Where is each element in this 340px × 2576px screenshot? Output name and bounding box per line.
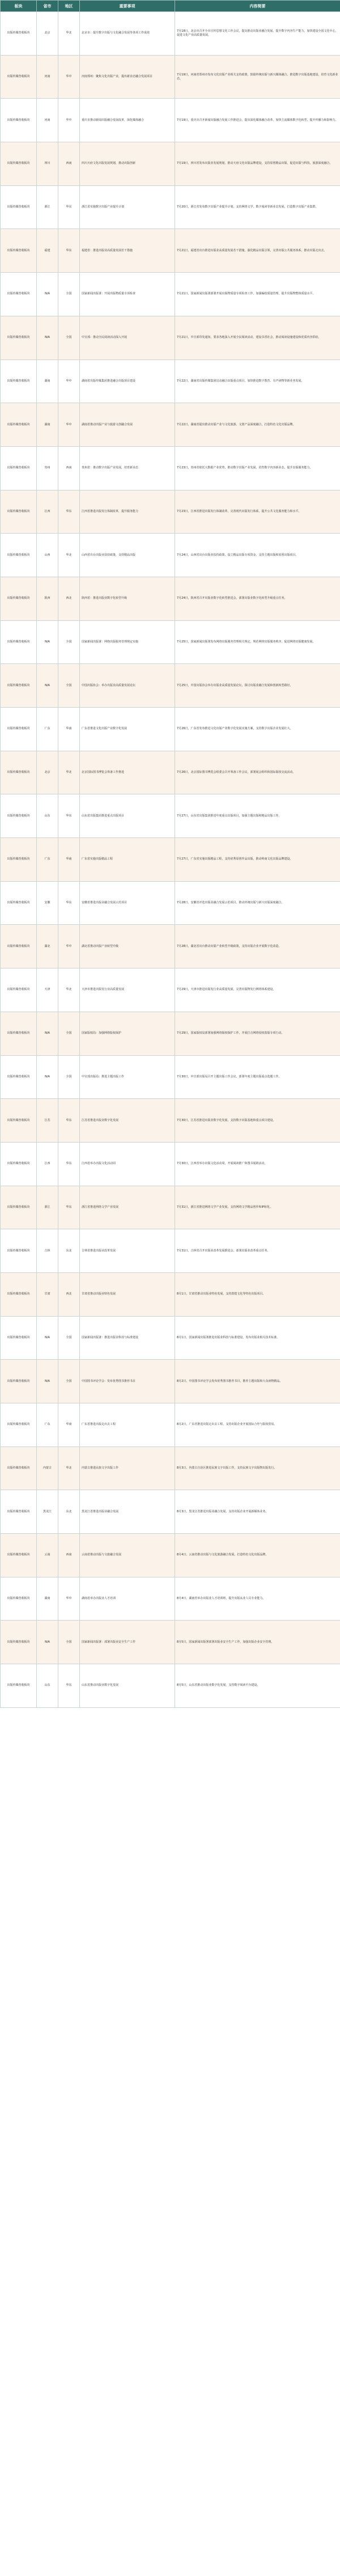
- table-row: [1, 968, 340, 1012]
- cell-detail: 7月28日，湖北省出台推动出版产业转型升级政策，支持出版企业开展数字化改造。: [175, 925, 340, 968]
- cell-detail: 7月21日，中宣部印发通知，要求各地深入开展全民阅读活动，建设书香社会，推动阅读设施建设和优质内容供给。: [175, 316, 340, 359]
- cell-detail: 7月29日，天津市推进出版发行业高质量发展，完善出版物发行网络体系建设。: [175, 968, 340, 1012]
- cell-province: 吉林: [37, 1229, 58, 1273]
- cell-event: 陕西省：推进出版业数字化转型升级: [80, 577, 175, 620]
- table-header: [1, 1, 340, 12]
- cell-province: N/A: [37, 273, 58, 316]
- table-row: [1, 1534, 340, 1577]
- table-row: [1, 1012, 340, 1055]
- cell-category: 出版传媒营收板块: [1, 968, 37, 1012]
- cell-detail: 7月31日，浙江省推进网络文学产业发展，支持网络文学精品创作和IP转化。: [175, 1186, 340, 1229]
- cell-region: 华东: [58, 1099, 80, 1143]
- cell-event: 重庆市推动新闻出版融合发展改革，深化媒体融合: [80, 99, 175, 142]
- cell-event: 江苏省推进出版业数字化发展: [80, 1099, 175, 1143]
- cell-event: 内蒙古推进民族文字出版工作: [80, 1446, 175, 1490]
- cell-detail: 8月2日，中国图书评论学会发布优秀图书推荐书目，推荐主题出版和大众读物精品。: [175, 1360, 340, 1403]
- cell-category: 出版传媒营收板块: [1, 577, 37, 620]
- cell-event: 中国图书评论学会：发布优秀图书推荐书目: [80, 1360, 175, 1403]
- cell-event: 福建省：推进出版业高质量发展若干措施: [80, 229, 175, 273]
- table-row: [1, 316, 340, 359]
- cell-event: 黑龙江省推进出版业融合发展: [80, 1490, 175, 1534]
- cell-province: 湖南: [37, 359, 58, 403]
- cell-province: 浙江: [37, 185, 58, 229]
- cell-category: 出版传媒营收板块: [1, 925, 37, 968]
- cell-province: 湖南: [37, 403, 58, 447]
- table-row: [1, 838, 340, 882]
- cell-event: 湖南省推动出版产业与旅游文创融合发展: [80, 403, 175, 447]
- cell-province: 福建: [37, 229, 58, 273]
- cell-province: 广东: [37, 838, 58, 882]
- cell-detail: 7月30日，中宣部出版局召开主题出版工作会议，部署年度主题出版重点选题工作。: [175, 1055, 340, 1099]
- cell-province: 江苏: [37, 1099, 58, 1143]
- cell-detail: 7月25日，中国出版协会举办出版业高质量发展论坛，探讨出版业融合发展和创新转型路径。: [175, 664, 340, 708]
- cell-category: 出版传媒营收板块: [1, 316, 37, 359]
- cell-category: 出版传媒营收板块: [1, 1664, 37, 1708]
- cell-event: 浙江省实施数字出版产业提升计划: [80, 185, 175, 229]
- header-detail: 内容简要: [175, 1, 340, 12]
- header-category: 板块: [1, 1, 37, 12]
- cell-province: N/A: [37, 1012, 58, 1055]
- cell-province: 湖北: [37, 925, 58, 968]
- cell-region: 西北: [58, 577, 80, 620]
- cell-province: 浙江: [37, 1186, 58, 1229]
- cell-province: 北京: [37, 12, 58, 56]
- cell-region: 华南: [58, 838, 80, 882]
- cell-event: 四川天府文化出版发展规划，推动出版创新: [80, 142, 175, 186]
- cell-detail: 8月3日，内蒙古自治区推进民族文字出版工作，支持民族文字出版物出版发行。: [175, 1446, 340, 1490]
- cell-region: 西北: [58, 1272, 80, 1316]
- table-row: [1, 1272, 340, 1316]
- cell-detail: 7月27日，山东省出版集团推进年度重点出版项目，加强主题出版和精品出版工作。: [175, 794, 340, 838]
- cell-category: 出版传媒营收板块: [1, 403, 37, 447]
- cell-category: 出版传媒营收板块: [1, 1577, 37, 1621]
- cell-province: N/A: [37, 316, 58, 359]
- cell-category: 出版传媒营收板块: [1, 751, 37, 794]
- table-row: [1, 1186, 340, 1229]
- cell-event: 湖北省推动出版产业转型升级: [80, 925, 175, 968]
- cell-region: 华北: [58, 534, 80, 577]
- cell-event: 贵州省：推动数字出版产业发展，培育新业态: [80, 446, 175, 490]
- cell-region: 西南: [58, 446, 80, 490]
- cell-event: 甘肃省推动出版业特色发展: [80, 1272, 175, 1316]
- cell-event: 山西省出台出版业扶持政策，支持精品出版: [80, 534, 175, 577]
- cell-event: 河南郑州：聚焦文化出版产业，提出新业态融合发展项目: [80, 55, 175, 99]
- cell-province: 山东: [37, 1664, 58, 1708]
- table-row: [1, 1142, 340, 1186]
- cell-category: 出版传媒营收板块: [1, 142, 37, 186]
- cell-province: 广东: [37, 1403, 58, 1447]
- cell-category: 出版传媒营收板块: [1, 359, 37, 403]
- table-row: [1, 751, 340, 794]
- cell-category: 出版传媒营收板块: [1, 99, 37, 142]
- cell-event: 江西省推进出版发行体制改革，提升服务能力: [80, 490, 175, 534]
- table-row: [1, 664, 340, 708]
- cell-category: 出版传媒营收板块: [1, 273, 37, 316]
- cell-detail: 7月19日，重庆市召开新闻出版融合发展工作推进会，提出深化媒体融合改革，加快主流媒体数字化转型，提升传播力和影响力。: [175, 99, 340, 142]
- cell-category: 出版传媒营收板块: [1, 1316, 37, 1360]
- cell-province: 湖南: [37, 1577, 58, 1621]
- table-row: [1, 794, 340, 838]
- cell-category: 出版传媒营收板块: [1, 1490, 37, 1534]
- cell-region: 西南: [58, 142, 80, 186]
- header-province: 省市: [37, 1, 58, 12]
- header-event: 重要事项: [80, 1, 175, 12]
- cell-detail: 7月23日，贵州省依托大数据产业优势，推动数字出版产业发展，培育数字内容新业态，提升出版服务能力。: [175, 446, 340, 490]
- cell-event: 云南省推动出版与文旅融合发展: [80, 1534, 175, 1577]
- cell-event: 湖南省出版传媒集团推进融合出版项目建设: [80, 359, 175, 403]
- cell-category: 出版传媒营收板块: [1, 1186, 37, 1229]
- cell-event: 广东省实施出版精品工程: [80, 838, 175, 882]
- table-body: [1, 12, 340, 1708]
- cell-event: 山东省推动出版业数字化发展: [80, 1664, 175, 1708]
- cell-detail: 8月4日，湖南省举办出版业人才培训班，提升出版从业人员专业能力。: [175, 1577, 340, 1621]
- cell-province: 河南: [37, 55, 58, 99]
- cell-detail: 7月30日，江西省举办出版文化活动周，开展阅读推广和图书展销活动。: [175, 1142, 340, 1186]
- cell-region: 东北: [58, 1229, 80, 1273]
- table-row: [1, 620, 340, 664]
- table-row: [1, 925, 340, 968]
- cell-region: 全国: [58, 1621, 80, 1664]
- cell-category: 出版传媒营收板块: [1, 185, 37, 229]
- cell-province: N/A: [37, 1360, 58, 1403]
- cell-event: 北京市：提升数字出版与文化融合发展等各项工作成效: [80, 12, 175, 56]
- cell-region: 华中: [58, 403, 80, 447]
- cell-category: 出版传媒营收板块: [1, 1142, 37, 1186]
- cell-detail: 7月25日，国家新闻出版署发布网络出版服务管理相关规定，规范网络出版服务秩序，促进网络出版健康发展。: [175, 620, 340, 664]
- cell-region: 东北: [58, 1490, 80, 1534]
- cell-province: 内蒙古: [37, 1446, 58, 1490]
- cell-province: 贵州: [37, 446, 58, 490]
- cell-detail: 7月22日，湖南省出版传媒集团启动融合出版重点项目，加快推进数字教育、有声读物等新业务发展。: [175, 359, 340, 403]
- cell-event: 国家新闻出版署：部署出版业安全生产工作: [80, 1621, 175, 1664]
- cell-region: 全国: [58, 1316, 80, 1360]
- cell-province: 云南: [37, 1534, 58, 1577]
- cell-detail: 8月1日，国家新闻出版署推进出版业科技与标准建设，发布出版业相关技术标准。: [175, 1316, 340, 1360]
- table-row: [1, 185, 340, 229]
- table-row: [1, 1055, 340, 1099]
- table-row: [1, 1446, 340, 1490]
- cell-region: 华中: [58, 925, 80, 968]
- table-row: [1, 490, 340, 534]
- cell-province: 江西: [37, 490, 58, 534]
- cell-event: 江西省举办出版文化活动周: [80, 1142, 175, 1186]
- cell-region: 华中: [58, 99, 80, 142]
- cell-category: 出版传媒营收板块: [1, 1403, 37, 1447]
- cell-event: 浙江省推进网络文学产业发展: [80, 1186, 175, 1229]
- cell-detail: 8月2日，广东省推进出版走出去工程，支持出版企业开展国际合作与版权贸易。: [175, 1403, 340, 1447]
- cell-province: N/A: [37, 1055, 58, 1099]
- table-row: [1, 359, 340, 403]
- cell-category: 出版传媒营收板块: [1, 1534, 37, 1577]
- cell-region: 华东: [58, 185, 80, 229]
- cell-region: 全国: [58, 316, 80, 359]
- cell-region: 华东: [58, 1186, 80, 1229]
- cell-category: 出版传媒营收板块: [1, 1055, 37, 1099]
- cell-category: 出版传媒营收板块: [1, 229, 37, 273]
- cell-province: 广东: [37, 708, 58, 751]
- cell-province: N/A: [37, 1621, 58, 1664]
- table-row: [1, 142, 340, 186]
- cell-event: 中宣部出版局：推进主题出版工作: [80, 1055, 175, 1099]
- cell-detail: 7月20日，浙江省发布数字出版产业提升计划，支持网络文学、数字阅读等新业态发展，打造数字出版产业集群。: [175, 185, 340, 229]
- cell-category: 出版传媒营收板块: [1, 490, 37, 534]
- table-row: [1, 403, 340, 447]
- cell-region: 全国: [58, 1360, 80, 1403]
- cell-region: 华东: [58, 229, 80, 273]
- header-region: 地区: [58, 1, 80, 12]
- table-row: [1, 1099, 340, 1143]
- cell-province: 河南: [37, 99, 58, 142]
- cell-detail: 7月18日，北京市召开全市宣传思想文化工作会议，提出推动出版业融合发展、提升数字内容生产能力，加快建设全国文化中心，促进文化产业高质量发展。: [175, 12, 340, 56]
- cell-category: 出版传媒营收板块: [1, 55, 37, 99]
- cell-event: 安徽省推进出版业融合发展示范项目: [80, 881, 175, 925]
- cell-event: 广东省推进出版走出去工程: [80, 1403, 175, 1447]
- cell-detail: 7月26日，广东省发布推进文化出版产业数字化发展实施方案，支持数字出版企业发展壮大。: [175, 708, 340, 751]
- table-row: [1, 99, 340, 142]
- cell-detail: 8月1日，甘肃省推动出版业特色发展，支持敦煌文化等特色出版项目。: [175, 1272, 340, 1316]
- table-row: [1, 577, 340, 620]
- cell-event: 国家新闻出版署：网络出版服务管理规定实施: [80, 620, 175, 664]
- cell-category: 出版传媒营收板块: [1, 1360, 37, 1403]
- cell-region: 全国: [58, 1055, 80, 1099]
- cell-detail: 7月19日，四川省发布出版业发展规划，推动天府文化出版品牌建设，支持原创精品出版，促进出版与科技、旅游深度融合。: [175, 142, 340, 186]
- table-row: [1, 708, 340, 751]
- table-row: [1, 1316, 340, 1360]
- cell-region: 华中: [58, 55, 80, 99]
- cell-category: 出版传媒营收板块: [1, 1621, 37, 1664]
- table-row: [1, 12, 340, 56]
- cell-category: 出版传媒营收板块: [1, 708, 37, 751]
- cell-category: 出版传媒营收板块: [1, 794, 37, 838]
- cell-category: 出版传媒营收板块: [1, 12, 37, 56]
- cell-province: N/A: [37, 1316, 58, 1360]
- cell-event: 湖南省举办出版业人才培训: [80, 1577, 175, 1621]
- cell-region: 华南: [58, 1403, 80, 1447]
- cell-category: 出版传媒营收板块: [1, 1099, 37, 1143]
- cell-region: 华北: [58, 12, 80, 56]
- cell-region: 华东: [58, 1142, 80, 1186]
- cell-detail: 7月26日，北京国际图书博览会组委会召开筹备工作会议，部署展会组织和国际版权交流活动。: [175, 751, 340, 794]
- cell-event: 天津市推进出版发行业高质量发展: [80, 968, 175, 1012]
- cell-event: 国家版权局：加强网络版权保护: [80, 1012, 175, 1055]
- cell-detail: 7月31日，吉林省召开出版业改革发展推进会，部署出版业改革重点任务。: [175, 1229, 340, 1273]
- cell-event: 北京国际图书博览会筹备工作推进: [80, 751, 175, 794]
- cell-province: 黑龙江: [37, 1490, 58, 1534]
- cell-region: 华中: [58, 1577, 80, 1621]
- table-row: [1, 1403, 340, 1447]
- cell-detail: 7月27日，广东省实施出版精品工程，支持优秀原创作品出版，推动岭南文化出版品牌建设。: [175, 838, 340, 882]
- table-row: [1, 273, 340, 316]
- table-row: [1, 1577, 340, 1621]
- cell-event: 吉林省推进出版业改革发展: [80, 1229, 175, 1273]
- cell-region: 全国: [58, 664, 80, 708]
- cell-region: 华中: [58, 359, 80, 403]
- cell-region: 华北: [58, 968, 80, 1012]
- cell-category: 出版传媒营收板块: [1, 1272, 37, 1316]
- cell-detail: 7月28日，安徽省评选出版业融合发展示范项目，推动传统出版与新兴出版深度融合。: [175, 881, 340, 925]
- cell-event: 中国出版协会：举办出版业高质量发展论坛: [80, 664, 175, 708]
- cell-region: 西南: [58, 1534, 80, 1577]
- cell-province: N/A: [37, 664, 58, 708]
- table-row: [1, 1490, 340, 1534]
- cell-region: 全国: [58, 1012, 80, 1055]
- cell-province: N/A: [37, 620, 58, 664]
- cell-region: 华东: [58, 794, 80, 838]
- cell-detail: 7月29日，国家版权局部署加强网络版权保护工作，开展打击网络侵权盗版专项行动。: [175, 1012, 340, 1055]
- cell-province: 山西: [37, 534, 58, 577]
- table-row: [1, 1229, 340, 1273]
- cell-category: 出版传媒营收板块: [1, 1446, 37, 1490]
- cell-category: 出版传媒营收板块: [1, 1229, 37, 1273]
- cell-region: 华南: [58, 708, 80, 751]
- table-row: [1, 1621, 340, 1664]
- table-row: [1, 534, 340, 577]
- cell-province: 北京: [37, 751, 58, 794]
- cell-event: 广东省推进文化出版产业数字化发展: [80, 708, 175, 751]
- cell-category: 出版传媒营收板块: [1, 1012, 37, 1055]
- table-row: [1, 55, 340, 99]
- cell-category: 出版传媒营收板块: [1, 534, 37, 577]
- cell-province: 山东: [37, 794, 58, 838]
- cell-category: 出版传媒营收板块: [1, 838, 37, 882]
- cell-region: 全国: [58, 273, 80, 316]
- cell-detail: 7月22日，湖南省提出推动出版产业与文化旅游、文创产品深度融合，打造特色文化出版品牌。: [175, 403, 340, 447]
- cell-detail: 8月5日，国家新闻出版署部署出版业安全生产工作，加强出版企业安全管理。: [175, 1621, 340, 1664]
- cell-detail: 7月30日，江苏省推进出版业数字化发展，支持数字出版基地和重点项目建设。: [175, 1099, 340, 1143]
- cell-detail: 7月19日，河南省郑州市发布文化出版产业相关支持政策，鼓励传统出版与新兴媒体融合，推进数字出版基地建设，培育文化新业态。: [175, 55, 340, 99]
- cell-province: 甘肃: [37, 1272, 58, 1316]
- cell-event: 中宣部：推动全民阅读活动深入开展: [80, 316, 175, 359]
- cell-detail: 7月24日，山西省出台出版业扶持政策，设立精品出版专项资金，支持主题出版和原创出版项目。: [175, 534, 340, 577]
- cell-province: 天津: [37, 968, 58, 1012]
- cell-region: 全国: [58, 620, 80, 664]
- cell-detail: 8月5日，山东省推动出版业数字化发展，支持数字阅读平台建设。: [175, 1664, 340, 1708]
- cell-category: 出版传媒营收板块: [1, 664, 37, 708]
- cell-detail: 8月3日，黑龙江省推进出版业融合发展，支持出版企业开展新媒体业务。: [175, 1490, 340, 1534]
- cell-category: 出版传媒营收板块: [1, 881, 37, 925]
- table-row: [1, 1664, 340, 1708]
- cell-detail: 7月24日，陕西省召开出版业数字化转型推进会，部署出版业数字化转型升级重点任务。: [175, 577, 340, 620]
- cell-region: 华东: [58, 881, 80, 925]
- cell-event: 山东省出版集团推进重点出版项目: [80, 794, 175, 838]
- table-row: [1, 1360, 340, 1403]
- cell-category: 出版传媒营收板块: [1, 620, 37, 664]
- table-row: [1, 229, 340, 273]
- cell-event: 国家新闻出版署：开展出版物质量专项检查: [80, 273, 175, 316]
- cell-detail: 8月4日，云南省推动出版与文化旅游融合发展，打造特色文化出版品牌。: [175, 1534, 340, 1577]
- cell-province: 四川: [37, 142, 58, 186]
- cell-detail: 7月23日，江西省推进出版发行体制改革，完善现代出版发行体系，提升公共文化服务能力和水平。: [175, 490, 340, 534]
- cell-region: 华北: [58, 751, 80, 794]
- table-row: [1, 446, 340, 490]
- cell-detail: 7月21日，福建省出台推进出版业高质量发展若干措施，强化精品出版引领，完善出版公共服务体系，推动出版走出去。: [175, 229, 340, 273]
- table-row: [1, 881, 340, 925]
- cell-region: 华北: [58, 1446, 80, 1490]
- cell-province: 陕西: [37, 577, 58, 620]
- cell-province: 安徽: [37, 881, 58, 925]
- cell-region: 华东: [58, 1664, 80, 1708]
- cell-detail: 7月21日，国家新闻出版署部署开展出版物质量专项检查工作，加强编校质量管理，提升出版物整体质量水平。: [175, 273, 340, 316]
- cell-province: 江西: [37, 1142, 58, 1186]
- cell-category: 出版传媒营收板块: [1, 446, 37, 490]
- cell-region: 华东: [58, 490, 80, 534]
- cell-event: 国家新闻出版署：推进出版业科技与标准建设: [80, 1316, 175, 1360]
